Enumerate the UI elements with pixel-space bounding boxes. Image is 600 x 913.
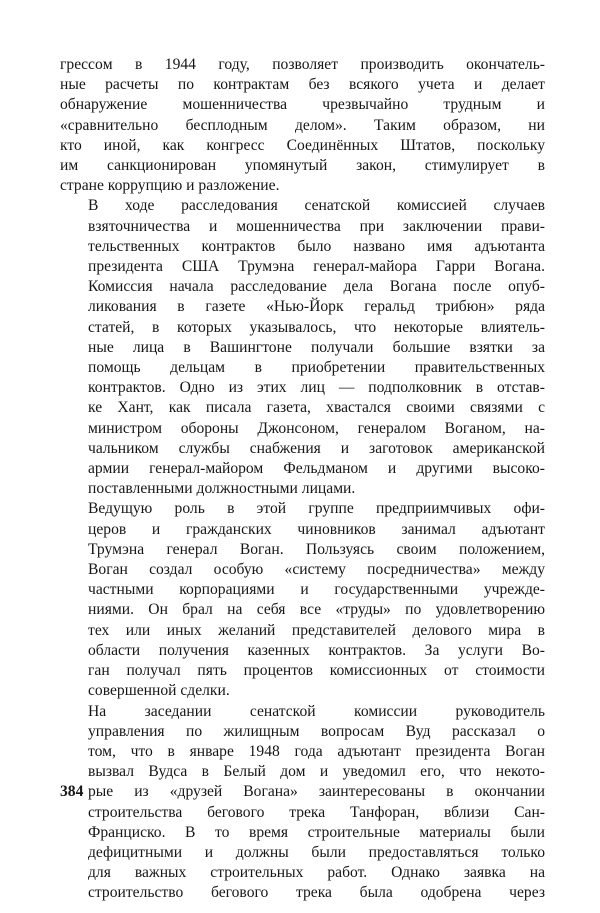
- text-line: том, что в январе 1948 года адъютант президента Воган: [88, 742, 545, 760]
- text-line: ные лица в Вашингтоне получали большие взятки за: [88, 338, 545, 356]
- text-line: совершенной сделки.: [88, 682, 230, 700]
- page-body: [60, 55, 545, 904]
- text-line: Комиссия начала расследование дела Вогана после опуб-: [88, 278, 545, 296]
- text-line: чальником службы снабжения и заготовок американской: [88, 439, 545, 457]
- paragraph-2: [60, 196, 545, 499]
- text-line: обнаружение мошенничества чрезвычайно трудным и: [60, 96, 545, 114]
- text-line: ликования в газете «Нью-Йорк геральд трибюн» ряда: [88, 298, 545, 316]
- text-line: ган получал пять процентов комиссионных от стоимости: [88, 662, 545, 680]
- text-line: вызвал Вудса в Белый дом и уведомил его, что некото-: [88, 763, 545, 781]
- text-line: президента США Трумэна генерал-майора Гарри Вогана.: [88, 258, 545, 276]
- text-line: кто иной, как конгресс Соединённых Штатов, поскольку: [60, 136, 545, 154]
- text-line: армии генерал-майором Фельдманом и другими высоко-: [88, 460, 545, 478]
- text-line: поставленными должностными лицами.: [88, 480, 356, 498]
- text-line: На заседании сенатской комиссии руководитель: [88, 702, 545, 720]
- text-line: Воган создал особую «систему посредничества» между: [88, 561, 545, 579]
- text-line: помощь дельцам в приобретении правительственных: [88, 359, 545, 377]
- text-line: стране коррупцию и разложение.: [60, 177, 280, 195]
- text-line: области получения казенных контрактов. За услуги Во-: [88, 641, 545, 659]
- text-line: взяточничества и мошенничества при заключении прави-: [88, 217, 545, 235]
- text-line: гpeccoм в 1944 году, позволяет производить окончатель-: [60, 56, 545, 73]
- text-line: строительство бегового трека была одобрена через: [88, 884, 545, 902]
- text-line: Трумэна генерал Воган. Пользуясь своим положением,: [88, 540, 545, 558]
- text-line: статей, в которых указывалось, что некоторые влиятель-: [88, 318, 545, 336]
- text-line: контрактов. Одно из этих лиц — подполковник в отстав-: [88, 379, 545, 397]
- text-line: дефицитными и должны были предоставляться только: [88, 843, 545, 861]
- text-line: управления по жилищным вопросам Вуд рассказал о: [88, 722, 545, 740]
- text-line: Франциско. В то время строительные материалы были: [88, 823, 545, 841]
- text-line: Ведущую роль в этой группе предприимчивых офи-: [88, 500, 545, 518]
- text-line: ниями. Он брал на себя все «труды» по удовлетворению: [88, 601, 545, 619]
- text-line: министром обороны Джонсоном, генералом Воганом, на-: [88, 419, 545, 437]
- text-line: им санкционирован упомянутый закон, стимулирует в: [60, 157, 545, 175]
- text-line: частными корпорациями и государственными учрежде-: [88, 581, 545, 599]
- paragraph-3: [60, 499, 545, 701]
- text-line: рые из «друзей Вогана» заинтересованы в окончании: [88, 783, 545, 801]
- text-line: церов и гражданских чиновников занимал адъютант: [88, 520, 545, 538]
- text-line: строительства бегового трека Танфоран, вблизи Сан-: [88, 803, 545, 821]
- text-line: тельственных контрактов было названо имя адъютанта: [88, 237, 545, 255]
- paragraph-4: [60, 702, 545, 904]
- text-line: тех или иных желаний представителей делового мира в: [88, 621, 545, 639]
- text-line: для важных строительных работ. Однако заявка на: [88, 864, 545, 882]
- text-line: ные расчеты по контрактам без всякого учета и делает: [60, 76, 545, 94]
- page-number: 384: [60, 783, 84, 800]
- text-line: «сравнительно бесплодным делом». Таким образом, ни: [60, 116, 545, 134]
- text-line: В ходе расследования сенатской комиссией случаев: [88, 197, 545, 215]
- paragraph-1: [60, 55, 545, 196]
- text-line: ке Хант, как писала газета, хвастался своими связями с: [88, 399, 545, 417]
